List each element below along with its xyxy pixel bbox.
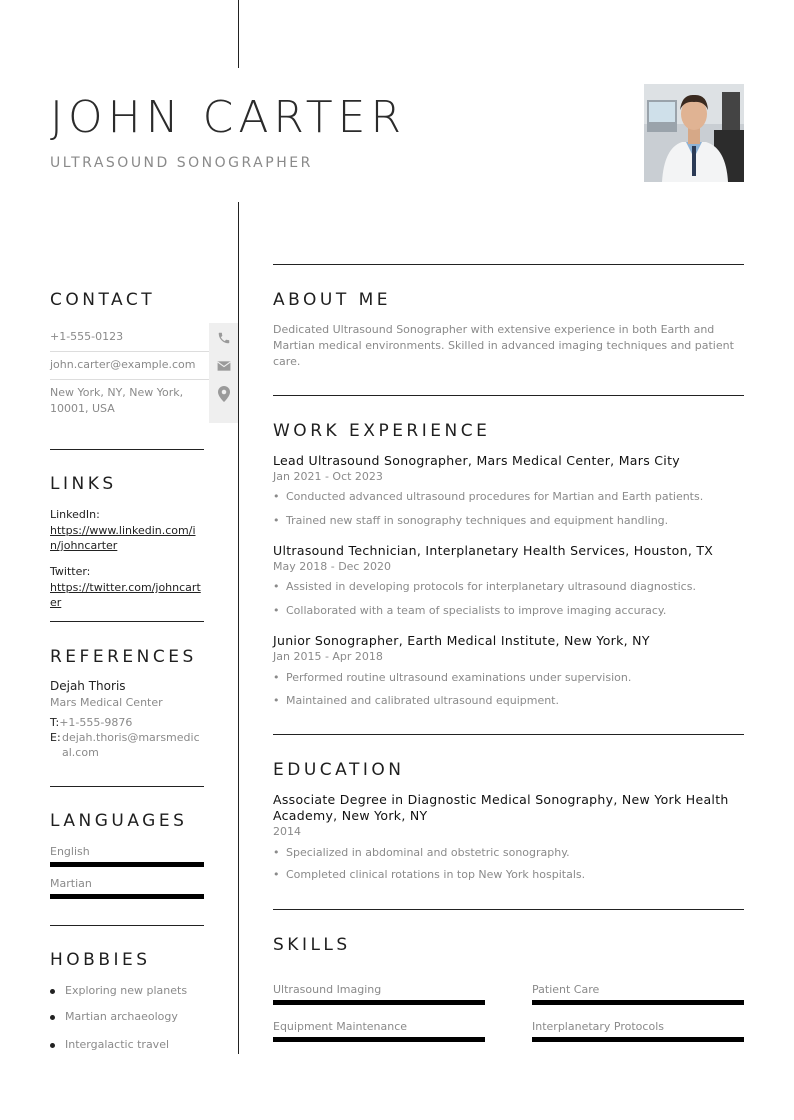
- contact-email[interactable]: john.carter@example.com: [50, 358, 196, 371]
- degree-title-cont: Academy, New York, NY: [273, 808, 428, 823]
- linkedin-label: LinkedIn:: [50, 508, 100, 521]
- language-level-bar: [50, 862, 204, 867]
- section-divider: [50, 786, 204, 787]
- skill-level-bar: [532, 1000, 744, 1005]
- column-divider-line: [238, 202, 239, 1054]
- skills-heading: SKILLS: [273, 935, 351, 955]
- job-bullet-text: Maintained and calibrated ultrasound equipment.: [286, 694, 559, 707]
- reference-name: Dejah Thoris: [50, 679, 126, 693]
- job-bullet-text: Collaborated with a team of specialists to improve imaging accuracy.: [286, 604, 667, 617]
- job-bullet: • Performed routine ultrasound examinations under supervision.: [273, 671, 632, 684]
- job-bullet: • Assisted in developing protocols for interplanetary ultrasound diagnostics.: [273, 580, 696, 593]
- language-level-bar: [50, 894, 204, 899]
- hobby-text: Martian archaeology: [65, 1010, 178, 1023]
- links-heading: LINKS: [50, 474, 117, 494]
- reference-phone-row: [50, 715, 204, 730]
- contact-phone[interactable]: +1-555-0123: [50, 330, 124, 343]
- reference-phone[interactable]: +1-555-9876: [59, 716, 133, 729]
- contact-heading: CONTACT: [50, 290, 156, 310]
- language-name: Martian: [50, 877, 92, 890]
- skill-level-bar: [273, 1000, 485, 1005]
- contact-divider: [50, 351, 210, 352]
- work-heading: WORK EXPERIENCE: [273, 421, 491, 441]
- location-pin-icon: [209, 380, 238, 408]
- contact-icon-strip: [209, 323, 238, 423]
- job-bullet: • Collaborated with a team of specialists to improve imaging accuracy.: [273, 604, 667, 617]
- hobby-item: [50, 1010, 178, 1023]
- job-bullet-text: Performed routine ultrasound examinations under supervision.: [286, 671, 632, 684]
- job-title: Junior Sonographer, Earth Medical Institute, New York, NY: [273, 633, 650, 648]
- candidate-title: ULTRASOUND SONOGRAPHER: [50, 155, 313, 171]
- job-date: Jan 2021 - Oct 2023: [273, 470, 383, 483]
- hobby-item: [50, 984, 187, 997]
- bullet-dot-icon: [50, 1015, 55, 1020]
- job-date: May 2018 - Dec 2020: [273, 560, 391, 573]
- hobby-text: Intergalactic travel: [65, 1038, 170, 1051]
- linkedin-link[interactable]: https://www.linkedin.com/in/johncarter: [50, 524, 196, 552]
- hobby-text: Exploring new planets: [65, 984, 188, 997]
- section-divider: [273, 395, 744, 396]
- job-bullet-text: Assisted in developing protocols for interplanetary ultrasound diagnostics.: [286, 580, 696, 593]
- hobby-item: [50, 1038, 169, 1051]
- about-text: Dedicated Ultrasound Sonographer with extensive experience in both Earth and Martian medical environments. Skilled in advanced imaging techniques and patient care.: [273, 323, 734, 368]
- skill-name: Ultrasound Imaging: [273, 983, 382, 996]
- top-divider-line: [238, 0, 239, 68]
- contact-divider: [50, 379, 210, 380]
- job-date: Jan 2015 - Apr 2018: [273, 650, 383, 663]
- section-divider: [273, 264, 744, 265]
- candidate-name: JOHN CARTER: [50, 92, 407, 143]
- contact-address: New York, NY, New York, 10001, USA: [50, 386, 184, 415]
- education-bullet-text: Specialized in abdominal and obstetric sonography.: [286, 846, 570, 859]
- reference-phone-key: T:: [50, 716, 60, 729]
- skill-name: Equipment Maintenance: [273, 1020, 408, 1033]
- job-bullet: • Conducted advanced ultrasound procedures for Martian and Earth patients.: [273, 490, 704, 503]
- reference-email[interactable]: dejah.thoris@marsmedical.com: [62, 731, 200, 759]
- job-bullet: • Trained new staff in sonography techniques and equipment handling.: [273, 514, 669, 527]
- language-name: English: [50, 845, 90, 858]
- reference-org: Mars Medical Center: [50, 696, 163, 709]
- section-divider: [50, 925, 204, 926]
- section-divider: [50, 621, 204, 622]
- education-bullet: • Completed clinical rotations in top New York hospitals.: [273, 868, 586, 881]
- job-bullet-text: Trained new staff in sonography techniques and equipment handling.: [286, 514, 669, 527]
- degree-year: 2014: [273, 825, 301, 838]
- skill-name: Interplanetary Protocols: [532, 1020, 664, 1033]
- phone-icon: [209, 324, 238, 352]
- education-bullet-text: Completed clinical rotations in top New York hospitals.: [286, 868, 586, 881]
- reference-email-key: E:: [50, 731, 61, 744]
- skill-level-bar: [273, 1037, 485, 1042]
- job-bullet-text: Conducted advanced ultrasound procedures for Martian and Earth patients.: [286, 490, 704, 503]
- job-title: Ultrasound Technician, Interplanetary Health Services, Houston, TX: [273, 543, 714, 558]
- mail-icon: [209, 352, 238, 380]
- job-title: Lead Ultrasound Sonographer, Mars Medical Center, Mars City: [273, 453, 680, 468]
- bullet-dot-icon: [50, 989, 55, 994]
- bullet-dot-icon: [50, 1043, 55, 1048]
- reference-email-row: [50, 730, 204, 760]
- section-divider: [273, 734, 744, 735]
- twitter-link[interactable]: https://twitter.com/johncarter: [50, 581, 201, 609]
- skill-name: Patient Care: [532, 983, 600, 996]
- section-divider: [50, 449, 204, 450]
- skill-level-bar: [532, 1037, 744, 1042]
- references-heading: REFERENCES: [50, 647, 197, 667]
- twitter-label: Twitter:: [50, 565, 91, 578]
- profile-photo: [644, 84, 744, 182]
- section-divider: [273, 909, 744, 910]
- education-heading: EDUCATION: [273, 760, 405, 780]
- hobbies-heading: HOBBIES: [50, 950, 151, 970]
- degree-title: Associate Degree in Diagnostic Medical Sonography, New York Health: [273, 792, 729, 807]
- job-bullet: • Maintained and calibrated ultrasound equipment.: [273, 694, 559, 707]
- about-heading: ABOUT ME: [273, 290, 392, 310]
- languages-heading: LANGUAGES: [50, 811, 188, 831]
- education-bullet: • Specialized in abdominal and obstetric sonography.: [273, 846, 570, 859]
